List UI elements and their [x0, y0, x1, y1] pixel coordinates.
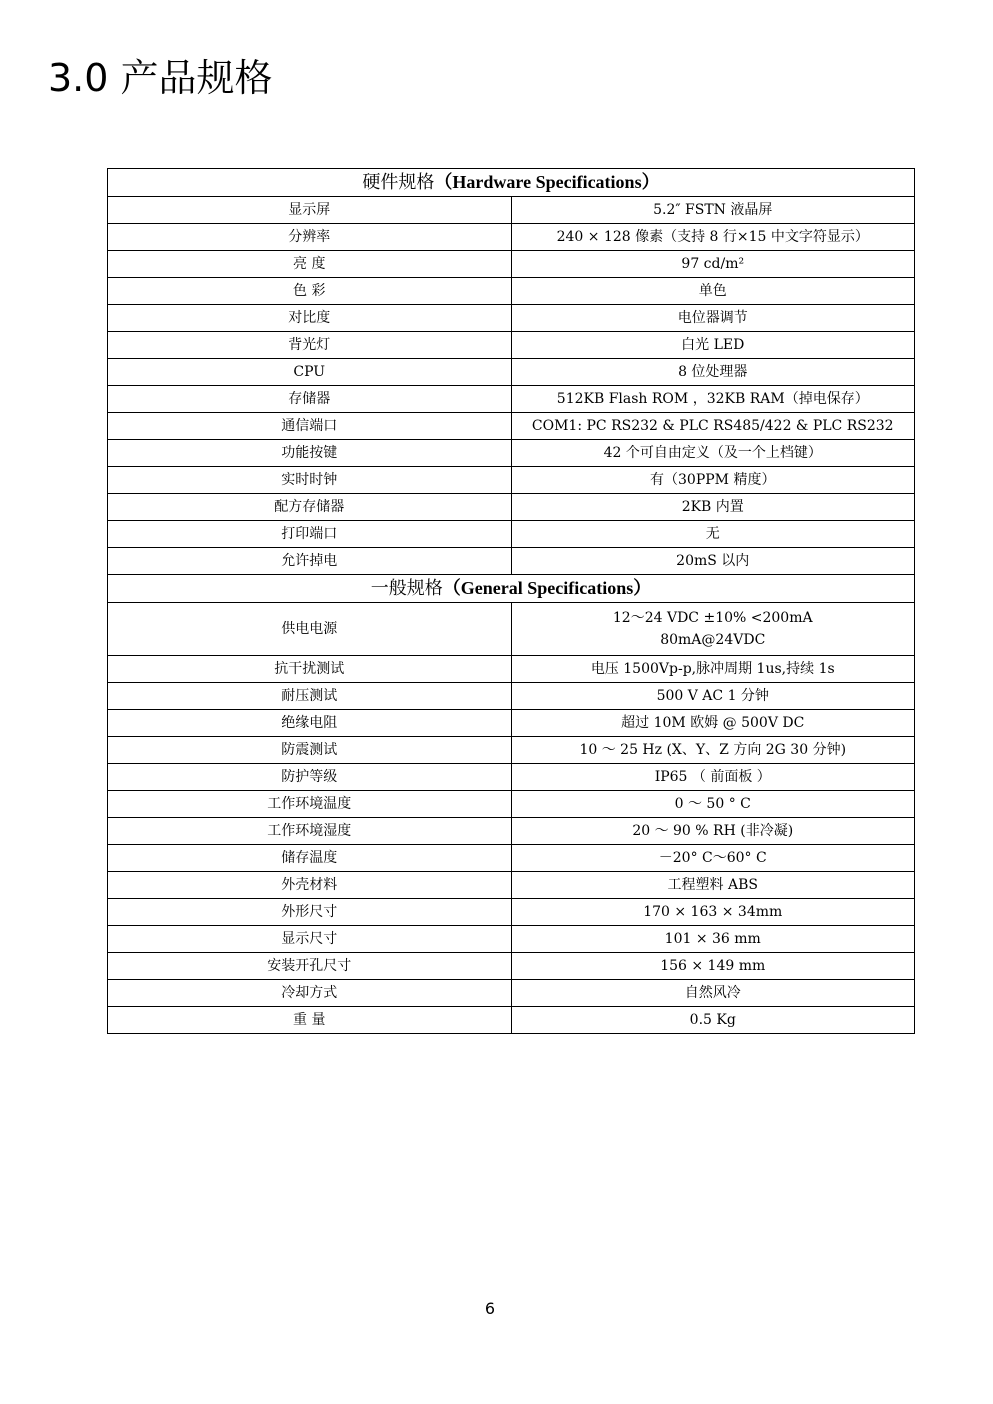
- table-row: [108, 521, 915, 548]
- spec-value: 0.5 Kg: [511, 1007, 915, 1034]
- table-row: [108, 197, 915, 224]
- spec-table-body: [108, 169, 915, 1034]
- table-row: [108, 818, 915, 845]
- table-row: [108, 548, 915, 575]
- spec-label: 外形尺寸: [108, 899, 512, 926]
- spec-label: 供电电源: [108, 603, 512, 656]
- table-row: [108, 224, 915, 251]
- spec-value: 电位器调节: [511, 305, 915, 332]
- table-row: [108, 603, 915, 656]
- spec-value-line: 12～24 VDC ±10% <200mA: [612, 610, 813, 626]
- spec-value: 白光 LED: [511, 332, 915, 359]
- spec-label: 显示尺寸: [108, 926, 512, 953]
- table-row: [108, 899, 915, 926]
- spec-value: 超过 10M 欧姆 @ 500V DC: [511, 710, 915, 737]
- hardware-heading: [108, 169, 915, 197]
- spec-value: 0 ～ 50 ° C: [511, 791, 915, 818]
- table-row: [108, 710, 915, 737]
- spec-value-line: 80mA@24VDC: [660, 632, 766, 648]
- spec-value: 无: [511, 521, 915, 548]
- table-row: [108, 872, 915, 899]
- table-row: [108, 791, 915, 818]
- spec-label: 防震测试: [108, 737, 512, 764]
- general-heading-row: [108, 575, 915, 603]
- spec-label: 色 彩: [108, 278, 512, 305]
- general-heading-cn: 一般规格: [370, 578, 443, 598]
- spec-value: 有（30PPM 精度）: [511, 467, 915, 494]
- spec-table: [107, 168, 915, 1034]
- table-row: [108, 764, 915, 791]
- spec-value: 自然风冷: [511, 980, 915, 1007]
- table-row: [108, 737, 915, 764]
- spec-label: CPU: [108, 359, 512, 386]
- spec-label: 存储器: [108, 386, 512, 413]
- hardware-heading-cn: 硬件规格: [362, 172, 435, 192]
- general-heading-en: （General Specifications）: [442, 578, 652, 598]
- spec-label: 抗干扰测试: [108, 656, 512, 683]
- spec-value: 20mS 以内: [511, 548, 915, 575]
- spec-label: 亮 度: [108, 251, 512, 278]
- spec-value: 电压 1500Vp-p,脉冲周期 1us,持续 1s: [511, 656, 915, 683]
- page-title: 3.0 产品规格: [48, 56, 273, 100]
- hardware-heading-row: [108, 169, 915, 197]
- spec-label: 对比度: [108, 305, 512, 332]
- spec-label: 耐压测试: [108, 683, 512, 710]
- spec-label: 允许掉电: [108, 548, 512, 575]
- spec-value: 97 cd/m²: [511, 251, 915, 278]
- spec-label: 功能按键: [108, 440, 512, 467]
- table-row: [108, 953, 915, 980]
- table-row: [108, 494, 915, 521]
- spec-value: 101 × 36 mm: [511, 926, 915, 953]
- spec-label: 储存温度: [108, 845, 512, 872]
- spec-value: [511, 603, 915, 656]
- spec-label: 工作环境温度: [108, 791, 512, 818]
- spec-value: COM1: PC RS232 & PLC RS485/422 & PLC RS232: [511, 413, 915, 440]
- page-number: 6: [484, 1299, 496, 1318]
- spec-value: 单色: [511, 278, 915, 305]
- spec-label: 安装开孔尺寸: [108, 953, 512, 980]
- spec-value: 5.2″ FSTN 液晶屏: [511, 197, 915, 224]
- general-heading: [108, 575, 915, 603]
- spec-label: 显示屏: [108, 197, 512, 224]
- spec-value: 240 × 128 像素（支持 8 行×15 中文字符显示）: [511, 224, 915, 251]
- table-row: [108, 1007, 915, 1034]
- spec-value: 170 × 163 × 34mm: [511, 899, 915, 926]
- spec-label: 通信端口: [108, 413, 512, 440]
- table-row: [108, 656, 915, 683]
- spec-label: 重 量: [108, 1007, 512, 1034]
- spec-value: IP65 （ 前面板 ）: [511, 764, 915, 791]
- spec-label: 打印端口: [108, 521, 512, 548]
- table-row: [108, 683, 915, 710]
- spec-label: 防护等级: [108, 764, 512, 791]
- spec-label: 背光灯: [108, 332, 512, 359]
- spec-label: 外壳材料: [108, 872, 512, 899]
- table-row: [108, 980, 915, 1007]
- spec-value: 42 个可自由定义（及一个上档键）: [511, 440, 915, 467]
- table-row: [108, 305, 915, 332]
- table-row: [108, 845, 915, 872]
- spec-value: 500 V AC 1 分钟: [511, 683, 915, 710]
- spec-label: 工作环境湿度: [108, 818, 512, 845]
- spec-label: 分辨率: [108, 224, 512, 251]
- spec-label: 冷却方式: [108, 980, 512, 1007]
- table-row: [108, 386, 915, 413]
- spec-value: 512KB Flash ROM ，32KB RAM（掉电保存）: [511, 386, 915, 413]
- table-row: [108, 251, 915, 278]
- spec-value: 工程塑料 ABS: [511, 872, 915, 899]
- table-row: [108, 440, 915, 467]
- table-row: [108, 332, 915, 359]
- spec-value: 8 位处理器: [511, 359, 915, 386]
- spec-label: 配方存储器: [108, 494, 512, 521]
- spec-value: 10 ～ 25 Hz (X、Y、Z 方向 2G 30 分钟): [511, 737, 915, 764]
- table-row: [108, 926, 915, 953]
- table-row: [108, 359, 915, 386]
- spec-value: 20 ～ 90 % RH (非冷凝): [511, 818, 915, 845]
- spec-label: 绝缘电阻: [108, 710, 512, 737]
- spec-label: 实时时钟: [108, 467, 512, 494]
- spec-value: －20° C～60° C: [511, 845, 915, 872]
- table-row: [108, 413, 915, 440]
- table-row: [108, 278, 915, 305]
- hardware-heading-en: （Hardware Specifications）: [434, 172, 660, 192]
- spec-value: 156 × 149 mm: [511, 953, 915, 980]
- spec-value: 2KB 内置: [511, 494, 915, 521]
- table-row: [108, 467, 915, 494]
